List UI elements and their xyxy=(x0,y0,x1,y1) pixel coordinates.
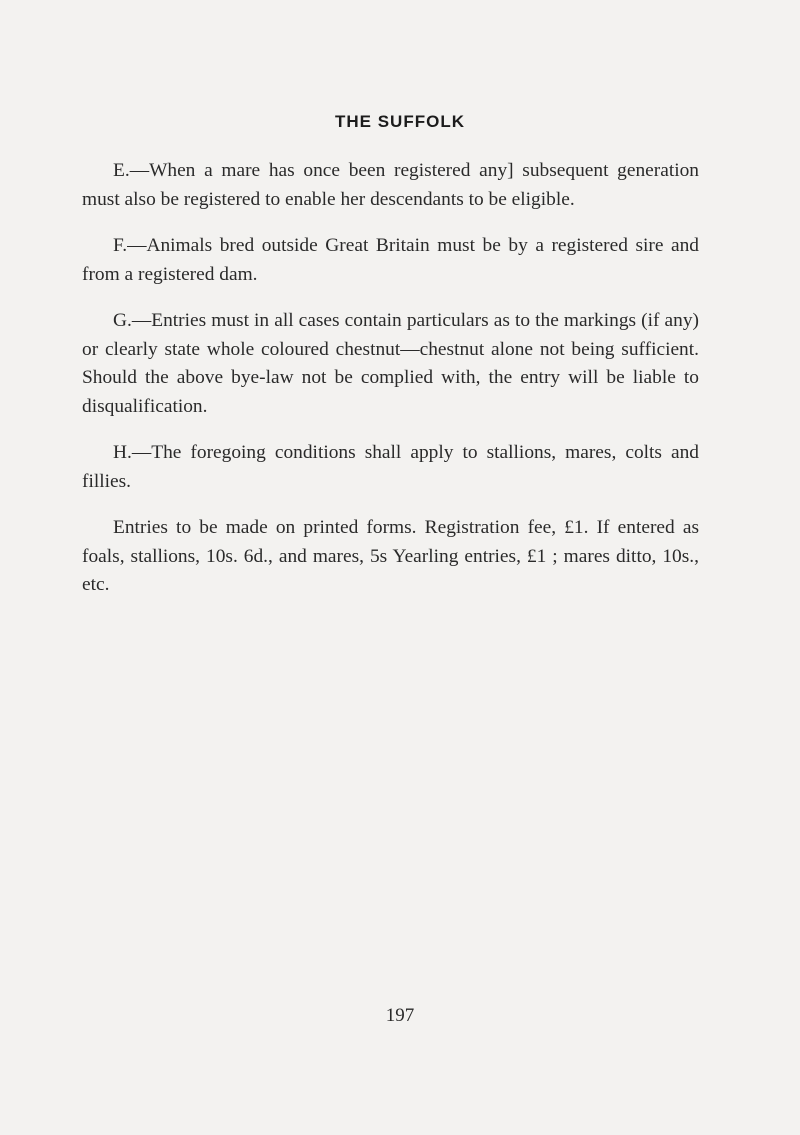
paragraph-g: G.—Entries must in all cases contain particulars as to the markings (if any) or clearly state whole coloured chestnut—chestnut alone not being sufficient. Should the above bye-law not be complied with, the entry will be liable to disqualification. xyxy=(82,310,699,417)
paragraph-entries-fees: Entries to be made on printed forms. Registration fee, £1. If entered as foals, stallions, 10s. 6d., and mares, 5s Yearling entries, £1 ; mares ditto, 10s., etc. xyxy=(82,517,699,595)
page-number: 197 xyxy=(385,1005,415,1026)
paragraph-f: F.—Animals bred outside Great Britain must be by a registered sire and from a registered dam. xyxy=(82,235,699,285)
paragraph-e: E.—When a mare has once been registered any] subsequent generation must also be registered to enable her descendants to be eligible. xyxy=(82,160,699,210)
body-text xyxy=(82,157,699,618)
paragraph-h: H.—The foregoing conditions shall apply to stallions, mares, colts and fillies. xyxy=(82,442,699,492)
running-head: THE SUFFOLK xyxy=(335,112,465,131)
